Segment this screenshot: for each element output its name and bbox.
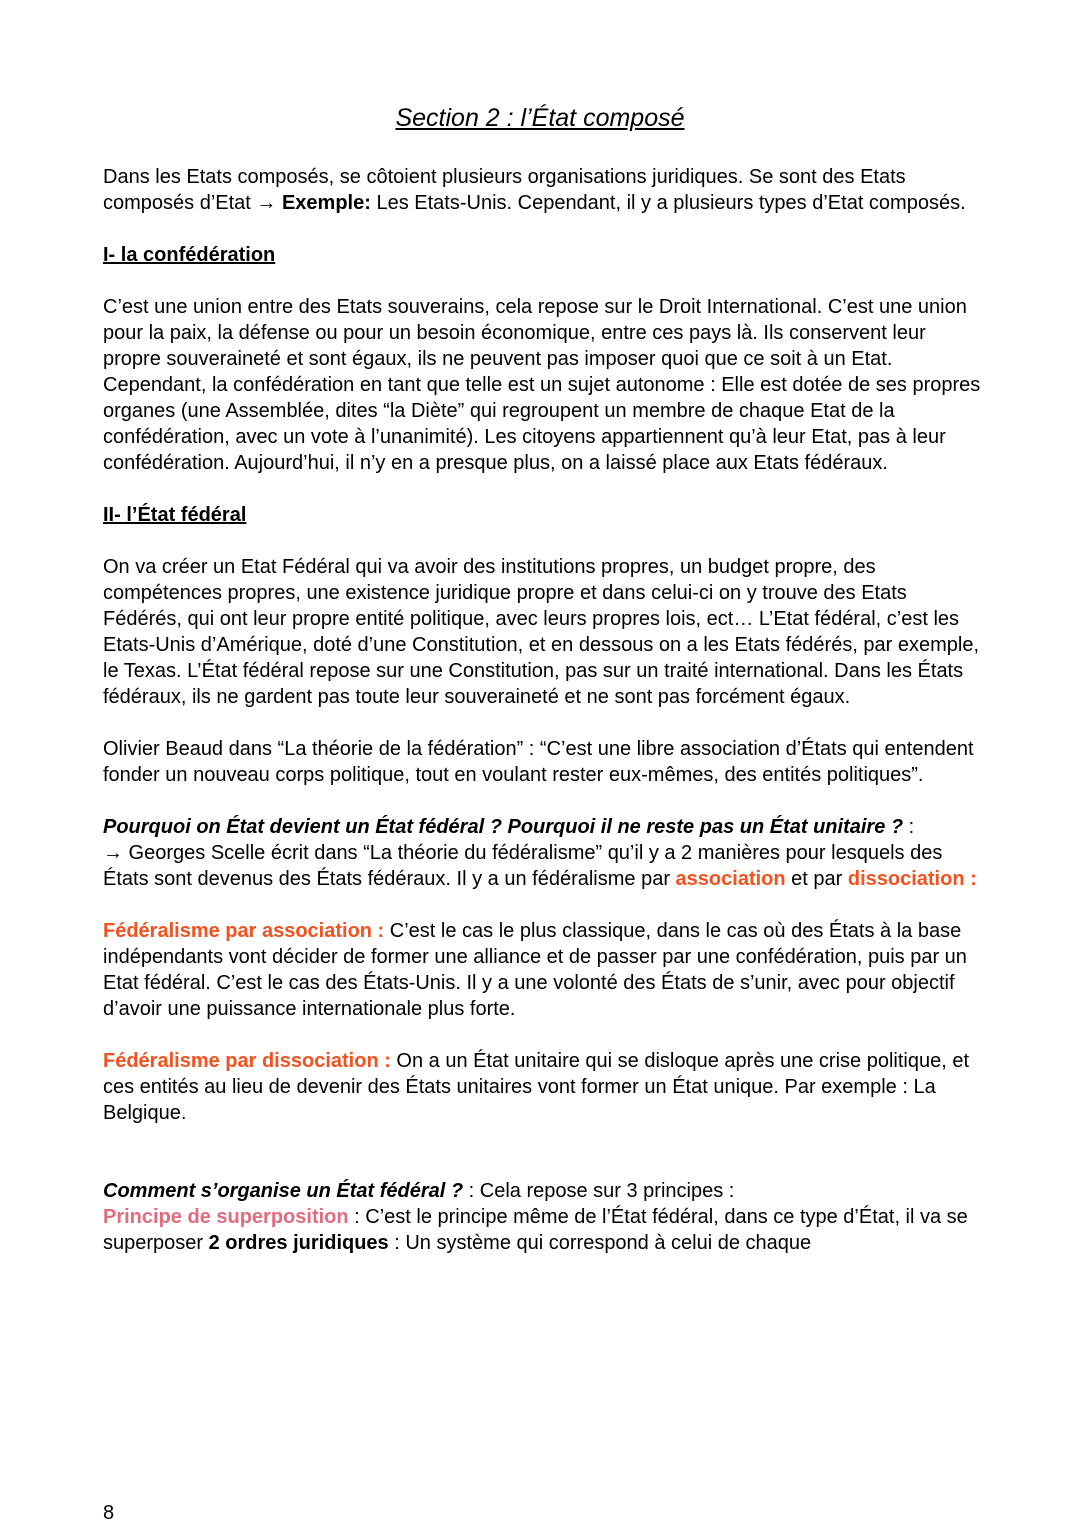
text-run: C’est le cas le plus classique, dans le cas où des États à la base indépendants vont décider de former une alliance et de passer par une confédération, puis par un Etat fédéral. C’est le cas des États-Unis. Il y a une volonté des États de s’unir, avec pour objectif d’avoir une puissance internationale plus forte.: [103, 920, 967, 1020]
text-run: Olivier Beaud dans “La théorie de la fédération” : “C’est une libre association d’États qui entendent fonder un nouveau corps politique, tout en voulant rester eux-mêmes, des entités politiques”.: [103, 738, 974, 786]
text-run: C’est une union entre des Etats souverains, cela repose sur le Droit International. C’est une union pour la paix, la défense ou pour un besoin économique, entre ces pays là. Ils conservent leur propre souveraineté et sont égaux, ils ne peuvent pas imposer quoi que ce soit à un Etat. Cependant, la confédération en tant que telle est un sujet autonome : Elle est dotée de ses propres organes (une Assemblée, dites “la Diète” qui regroupent un membre de chaque Etat de la confédération, avec un vote à l’unanimité). Les citoyens appartiennent qu’à leur Etat, pas à leur confédération. Aujourd’hui, il n’y en a presque plus, on a laissé place aux Etats fédéraux.: [103, 296, 981, 474]
emphasis-text: Pourquoi on État devient un État fédéral ? Pourquoi il ne reste pas un État unitaire ?: [103, 816, 904, 838]
emphasis-text: Fédéralisme par dissociation :: [103, 1050, 391, 1072]
text-run: → Georges Scelle écrit dans “La théorie du fédéralisme” qu’il y a 2 manières pour lesquels des États sont devenus des États fédéraux. Il y a un fédéralisme par: [103, 842, 943, 890]
section-title: Section 2 : l’État composé: [395, 104, 685, 132]
emphasis-text: Fédéralisme par association :: [103, 920, 385, 942]
text-run: Les Etats-Unis. Cependant, il y a plusieurs types d’Etat composés.: [370, 192, 966, 214]
text-run: On a un État unitaire qui se disloque après une crise politique, et ces entités au lieu de devenir des États unitaires vont former un État unique. Par exemple : La Belgique.: [103, 1050, 970, 1124]
emphasis-text: Comment s’organise un État fédéral ?: [103, 1180, 464, 1202]
organisation-paragraph: [103, 1178, 983, 1256]
document-body: [103, 164, 983, 1282]
section-heading: I- la confédération: [103, 244, 276, 266]
emphasis-text: 2 ordres juridiques: [208, 1232, 389, 1254]
text-run: :: [903, 816, 915, 838]
question-paragraph: [103, 814, 983, 892]
emphasis-text: Principe de superposition: [103, 1206, 349, 1228]
intro-paragraph: [103, 164, 983, 216]
association-paragraph: [103, 918, 983, 1022]
heading-confederation: [103, 242, 983, 268]
beaud-quote-paragraph: [103, 736, 983, 788]
emphasis-text: association: [675, 868, 786, 890]
etat-federal-paragraph: [103, 554, 983, 710]
emphasis-text: Exemple:: [281, 192, 371, 214]
emphasis-text: dissociation :: [847, 868, 977, 890]
text-run: : Cela repose sur 3 principes :: [463, 1180, 735, 1202]
text-run: : Un système qui correspond à celui de chaque: [388, 1232, 812, 1254]
page-number: 8: [103, 1502, 115, 1524]
confederation-paragraph: [103, 294, 983, 476]
section-heading: II- l’État fédéral: [103, 504, 247, 526]
text-run: et par: [785, 868, 848, 890]
text-run: : C’est le principe même de l’État fédéral, dans ce type d’État, il va se superposer: [103, 1206, 968, 1254]
dissociation-paragraph: [103, 1048, 983, 1126]
text-run: Dans les Etats composés, se côtoient plusieurs organisations juridiques. Se sont des Etats composés d’Etat →: [103, 166, 906, 214]
text-run: On va créer un Etat Fédéral qui va avoir des institutions propres, un budget propre, des compétences propres, une existence juridique propre et dans celui-ci on y trouve des Etats Fédérés, qui ont leur propre entité politique, avec leurs propres lois, ect… L’Etat fédéral, c’est les Etats-Unis d’Amérique, doté d’une Constitution, et en dessous on a les Etats fédérés, par exemple, le Texas. L’État fédéral repose sur une Constitution, pas sur un traité international. Dans les États fédéraux, ils ne gardent pas toute leur souveraineté et ne sont pas forcément égaux.: [103, 556, 980, 708]
heading-etat-federal: [103, 502, 983, 528]
